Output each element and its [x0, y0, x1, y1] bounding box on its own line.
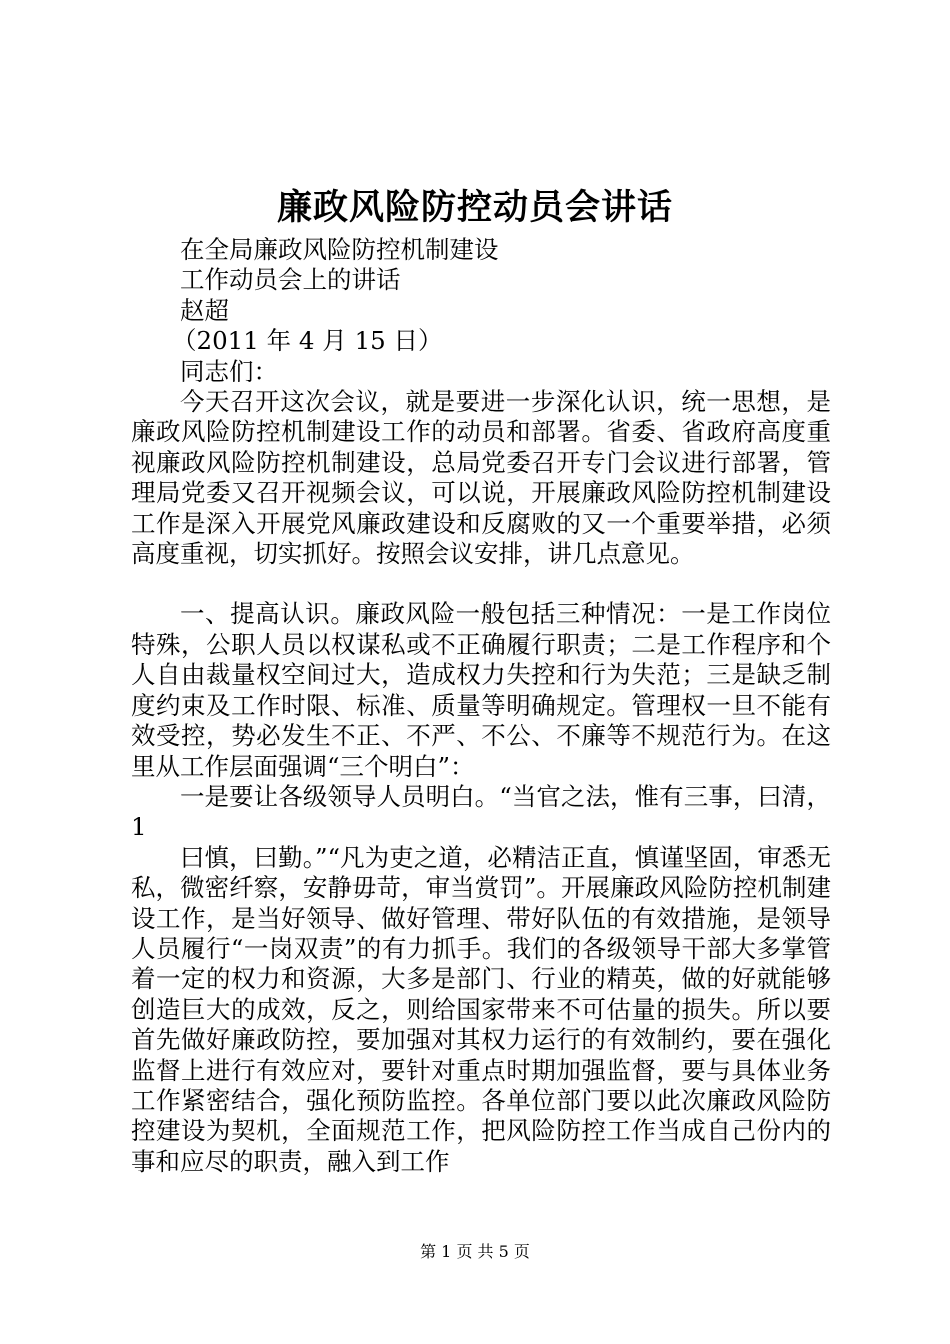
paragraph-section-1: 一、提高认识。廉政风险一般包括三种情况：一是工作岗位特殊，公职人员以权谋私或不正确履行职责；二是工作程序和个人自由裁量权空间过大，造成权力失控和行为失范；三是缺乏制度约束及工作时限、标准、质量等明确规定。管理权一旦不能有效受控，势必发生不正、不严、不公、不廉等不规范行为。在这里从工作层面强调“三个明白”： — [131, 599, 831, 781]
page-footer: 第 1 页 共 5 页 — [420, 1242, 530, 1261]
paragraph-point-1-continued: 曰慎，曰勤。”“凡为吏之道，必精洁正直，慎谨坚固，审悉无私，微密纤察，安静毋苛，审当赏罚”。开展廉政风险防控机制建设工作，是当好领导、做好管理、带好队伍的有效措施，是领导人员履行“一岗双责”的有力抓手。我们的各级领导干部大多掌管着一定的权力和资源，大多是部门、行业的精英，做的好就能够创造巨大的成效，反之，则给国家带来不可估量的损失。所以要首先做好廉政防控，要加强对其权力运行的有效制约，要在强化监督上进行有效应对，要针对重点时期加强监督，要与具体业务工作紧密结合，强化预防监控。各单位部门要以此次廉政风险防控建设为契机，全面规范工作，把风险防控工作当成自己份内的事和应尽的职责，融入到工作 — [131, 842, 831, 1176]
document-title: 廉政风险防控动员会讲话 — [276, 187, 673, 228]
header-line-subtitle-1: 在全局廉政风险防控机制建设 — [180, 235, 499, 264]
header-line-author: 赵超 — [180, 295, 229, 325]
header-line-salutation: 同志们： — [180, 356, 278, 386]
header-line-date: （2011 年 4 月 15 日） — [172, 326, 443, 356]
header-line-subtitle-2: 工作动员会上的讲话 — [180, 265, 401, 295]
document-body — [131, 235, 831, 1177]
paragraph-intro: 今天召开这次会议，就是要进一步深化认识，统一思想，是廉政风险防控机制建设工作的动员和部署。省委、省政府高度重视廉政风险防控机制建设，总局党委召开专门会议进行部署，管理局党委又召开视频会议，可以说，开展廉政风险防控机制建设工作是深入开展党风廉政建设和反腐败的又一个重要举措，必须高度重视，切实抓好。按照会议安排，讲几点意见。 — [131, 387, 831, 569]
paragraph-point-1: 一是要让各级领导人员明白。“当官之法，惟有三事，曰清，1 — [131, 781, 831, 842]
